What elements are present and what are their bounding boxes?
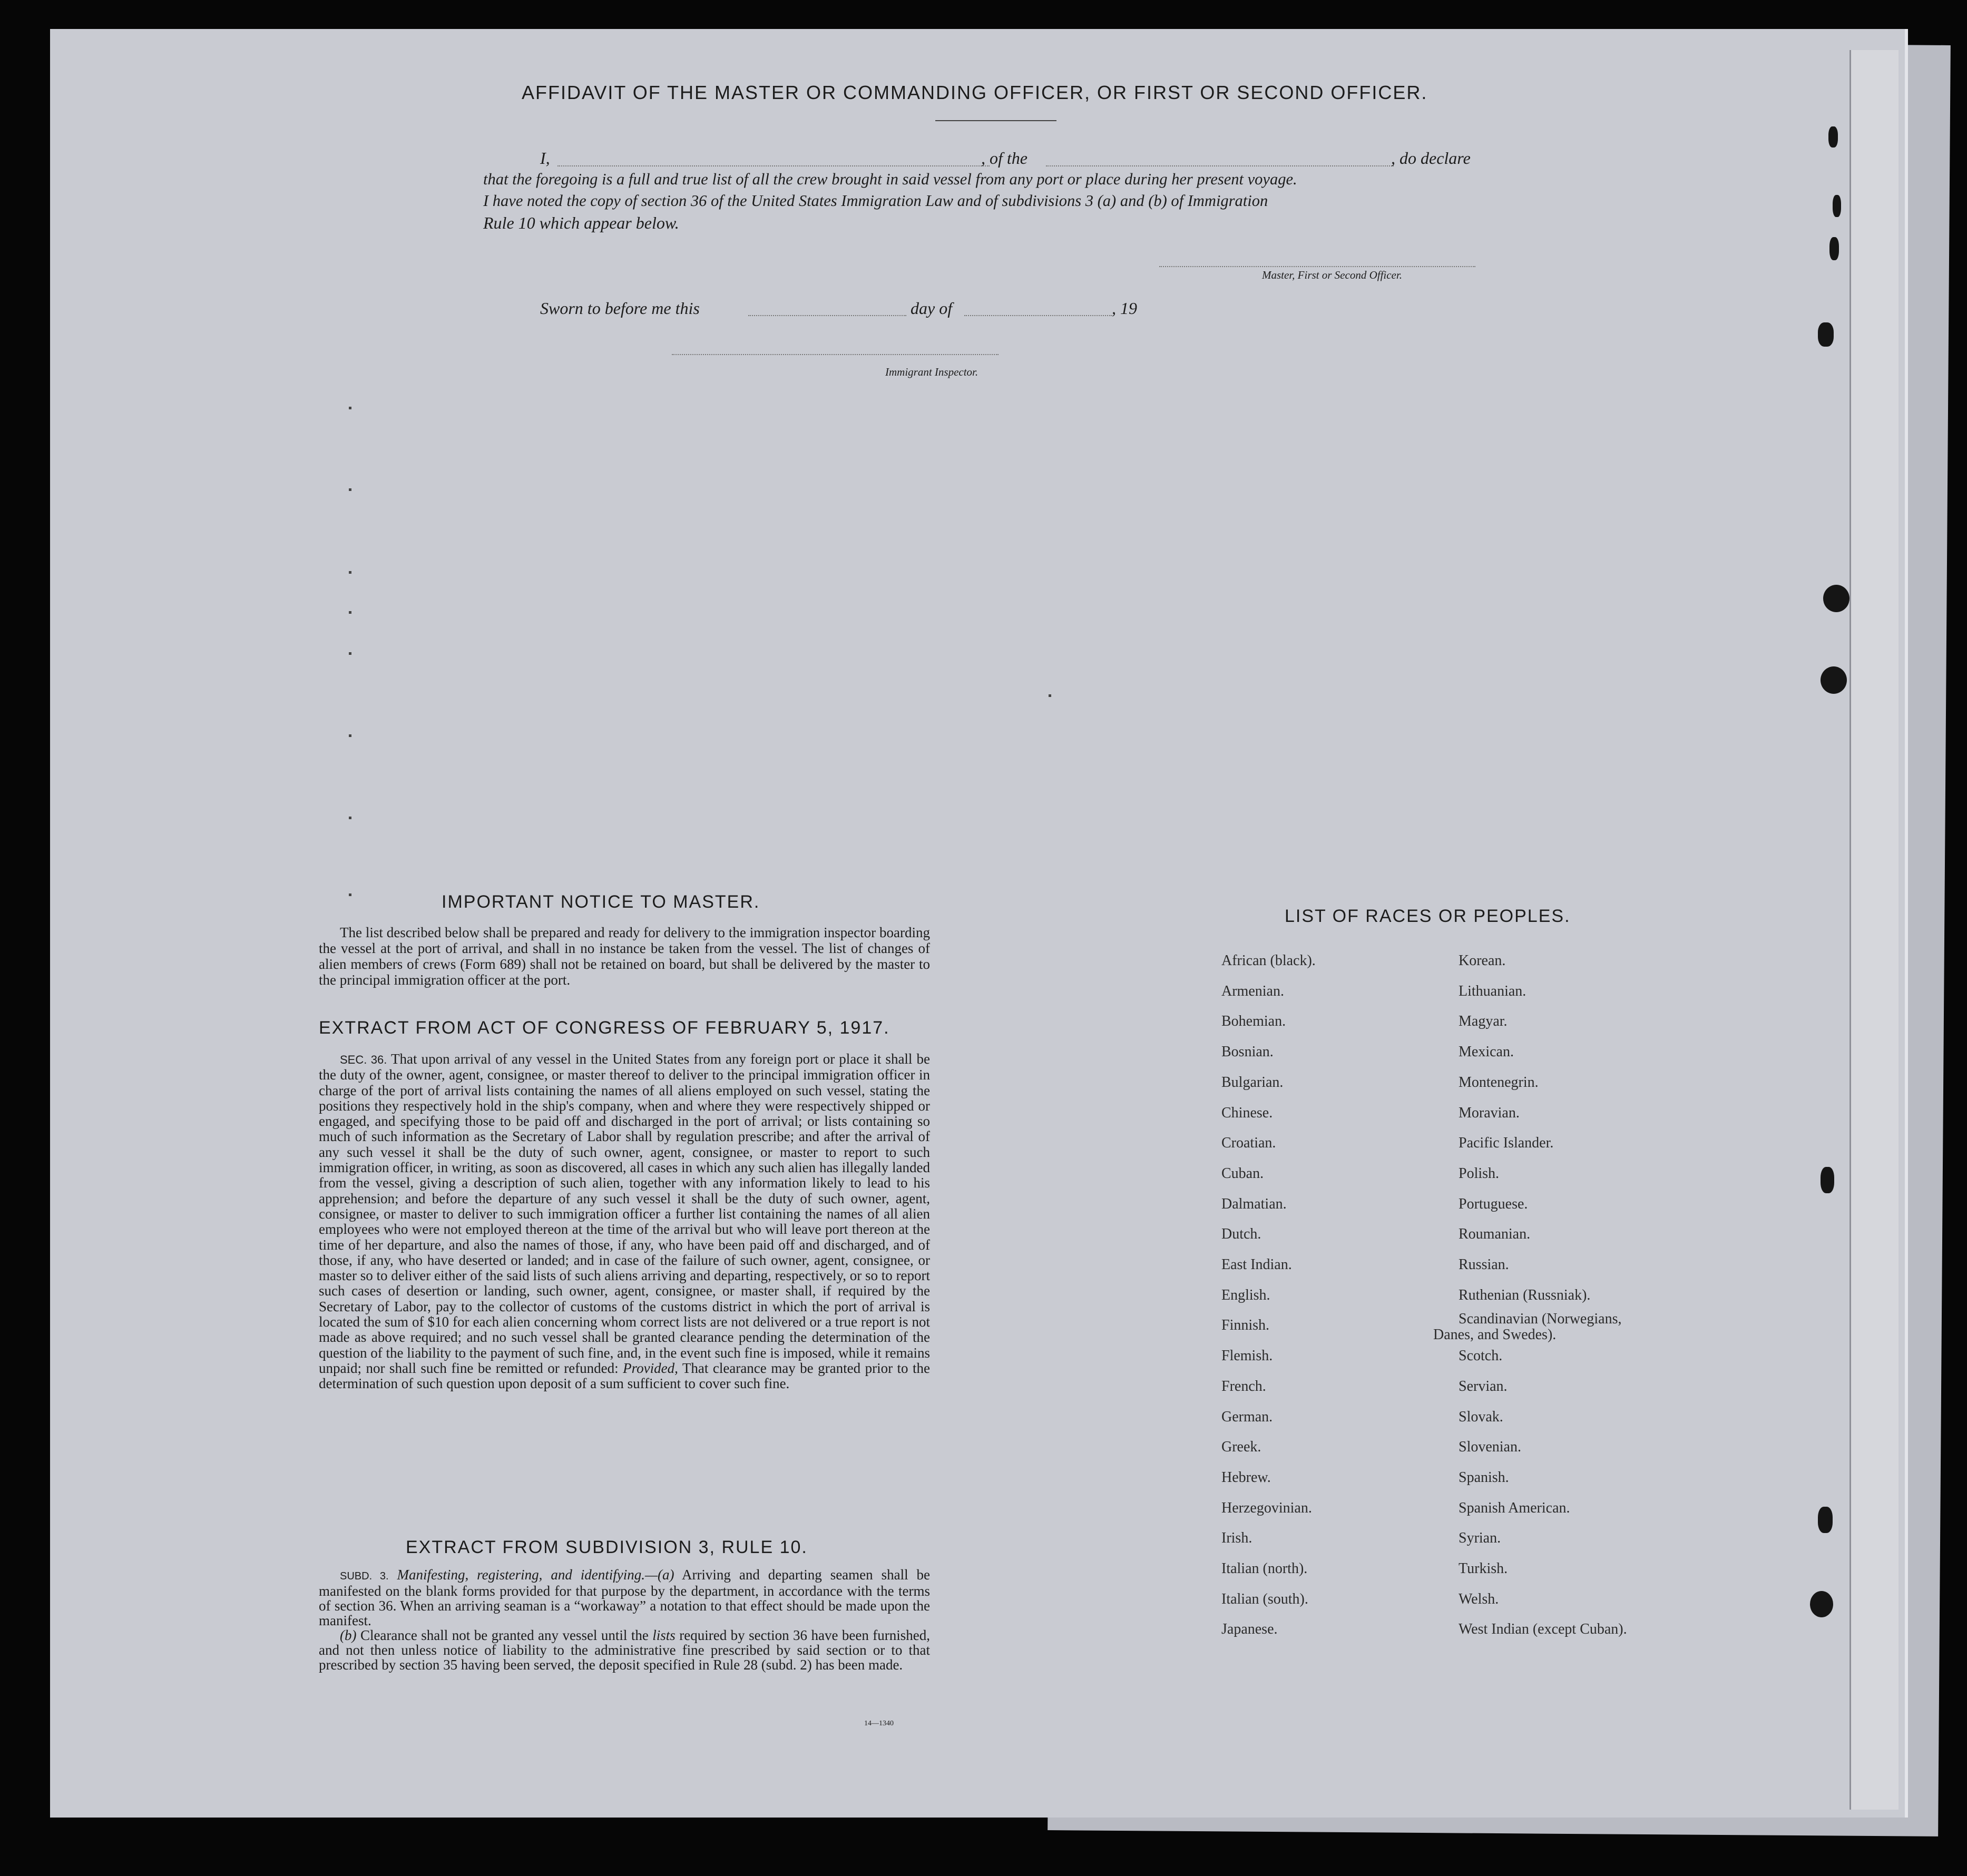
act-extract-heading: EXTRACT FROM ACT OF CONGRESS OF FEBRUARY 5, 1917. — [319, 1018, 890, 1038]
race-item: Japanese. — [1221, 1621, 1278, 1638]
race-item: Magyar. — [1459, 1013, 1508, 1030]
race-item: Scandinavian (Norwegians, — [1459, 1311, 1622, 1328]
binder-hole — [1828, 126, 1838, 148]
act-extract-text: That upon arrival of any vessel in the United States from any foreign port or place it shall be the duty of the owner, agent, consignee, or master thereof to deliver to the principal immigration officer in charge of the port of arrival lists containing the names of all aliens employed on such vessel, stating the positions they respectively hold in the ship's company, when and where they were respectively shipped or engaged, and specifying those to be paid off and discharged in the port of arrival; or lists containing so much of such information as the Secretary of Labor shall by regulation prescribe; and after the arrival of any such vessel it shall be the duty of such owner, agent, consignee, or master to report to such immigration officer, in writing, as soon as discovered, all cases in which any such alien has illegally landed from the vessel, giving a description of such alien, together with any information likely to lead to his apprehension; and before the departure of any such vessel it shall be the duty of such owner, agent, consignee, or master to deliver to such immigration officer a further list containing the names of all alien employees who were not employed thereon at the time of the arrival but who will leave port thereon at the time of her departure, and also the names of those, if any, who have been paid off and discharged, and of those, if any, who have deserted or landed; and in case of the failure of such owner, agent, consignee, or master so to deliver either of the said lists of such aliens arriving and departing, respectively, or so to report such cases of desertion or landing, such owner, agent, consignee, or master shall, if required by the Secretary of Labor, pay to the collector of customs of the customs district in which the port of arrival is located the sum of $10 for each alien concerning whom correct lists are not delivered or a true report is not made as above required; and no such vessel shall be granted clearance pending the determination of the question of the liability to the payment of such fine, and, in the event such fine is imposed, while it remains unpaid; nor shall such fine be remitted or refunded: — [319, 1051, 931, 1376]
race-item: West Indian (except Cuban). — [1459, 1621, 1627, 1638]
race-item: Chinese. — [1221, 1104, 1273, 1121]
heading-underline — [935, 120, 1056, 121]
sworn-text: Sworn to before me this — [540, 299, 700, 318]
race-item: Russian. — [1459, 1256, 1509, 1273]
affidavit-line-2: that the foregoing is a full and true list of all the crew brought in said vessel from any port or place during her present voyage. — [483, 170, 1297, 188]
race-item: Croatian. — [1221, 1135, 1276, 1152]
margin-mark — [349, 817, 351, 819]
form-number: 14—1340 — [864, 1720, 894, 1727]
race-item: Cuban. — [1221, 1165, 1264, 1182]
day-of-text: day of — [911, 299, 953, 318]
races-heading: LIST OF RACES OR PEOPLES. — [1285, 906, 1571, 926]
act-extract-paragraph — [319, 1052, 930, 1392]
binder-hole — [1818, 1507, 1833, 1533]
race-item: Turkish. — [1459, 1560, 1508, 1577]
race-item: French. — [1221, 1378, 1266, 1394]
binder-hole — [1818, 322, 1834, 347]
binder-hole — [1821, 1167, 1834, 1193]
race-item: Slovenian. — [1459, 1439, 1521, 1456]
race-item: Roumanian. — [1459, 1226, 1531, 1243]
subd-label: SUBD. 3. — [340, 1570, 389, 1582]
rule-extract-paragraph — [319, 1567, 930, 1672]
race-item: Greek. — [1221, 1439, 1261, 1456]
affidavit-line-4: Rule 10 which appear below. — [483, 213, 679, 232]
sworn-month-blank — [964, 315, 1112, 316]
notice-heading: IMPORTANT NOTICE TO MASTER. — [442, 892, 760, 912]
margin-mark — [349, 893, 351, 896]
notice-text: The list described below shall be prepared and ready for delivery to the immigration inspector boarding the vessel at the port of arrival, and shall in no instance be taken from the vessel. The list of changes of alien members of crews (Form 689) shall not be retained on board, but shall be delivered by the master to the principal immigration officer at the port. — [319, 925, 930, 988]
race-item: Syrian. — [1459, 1530, 1501, 1547]
race-item: Herzegovinian. — [1221, 1499, 1312, 1516]
rule-extract-heading: EXTRACT FROM SUBDIVISION 3, RULE 10. — [406, 1537, 808, 1557]
subd-title: Manifesting, registering, and identifying.—(a) — [397, 1567, 674, 1583]
rule-b — [319, 1628, 930, 1672]
race-item: Dutch. — [1221, 1226, 1261, 1243]
race-item: Mexican. — [1459, 1044, 1514, 1060]
race-item: Bohemian. — [1221, 1013, 1286, 1030]
margin-mark — [349, 407, 351, 409]
race-item: Hebrew. — [1221, 1469, 1271, 1486]
race-item: Bulgarian. — [1221, 1074, 1284, 1091]
binder-hole — [1833, 195, 1841, 217]
race-item: German. — [1221, 1408, 1273, 1425]
proviso-word: Provided, — [623, 1360, 678, 1376]
affidavit-i: I, — [540, 149, 550, 168]
margin-mark — [1049, 694, 1051, 697]
affidavit-heading: AFFIDAVIT OF THE MASTER OR COMMANDING OFFICER, OR FIRST OR SECOND OFFICER. — [522, 82, 1428, 103]
binder-hole — [1821, 666, 1847, 694]
race-item: East Indian. — [1221, 1256, 1292, 1273]
race-item: Finnish. — [1221, 1317, 1270, 1334]
binder-hole — [1829, 237, 1839, 260]
binder-hole — [1810, 1591, 1833, 1617]
rule-b-text-1: Clearance shall not be granted any vessel until the — [360, 1627, 649, 1643]
rule-a-text: Arriving and departing seamen shall be manifested on the blank forms provided for that purpose by the department, in accordance with the terms of section 36. When an arriving seaman is a “workaway” a notation to that effect should be made upon the manifest. — [319, 1567, 931, 1628]
race-item: Bosnian. — [1221, 1044, 1274, 1060]
race-item: Lithuanian. — [1459, 983, 1526, 999]
affidavit-do-declare: , do declare — [1391, 149, 1471, 168]
race-item: Welsh. — [1459, 1590, 1499, 1607]
inspector-label: Immigrant Inspector. — [885, 366, 978, 378]
race-item: Spanish. — [1459, 1469, 1509, 1486]
margin-mark — [349, 652, 351, 655]
margin-mark — [349, 611, 351, 614]
margin-mark — [349, 734, 351, 737]
form-page — [50, 29, 1908, 1818]
vessel-blank — [1046, 165, 1394, 166]
race-item: Armenian. — [1221, 983, 1284, 999]
officer-label: Master, First or Second Officer. — [1262, 269, 1402, 281]
race-item: African (black). — [1221, 952, 1316, 969]
race-item: Portuguese. — [1459, 1195, 1528, 1212]
race-item: Servian. — [1459, 1378, 1508, 1394]
notice-paragraph — [319, 925, 930, 988]
name-blank — [557, 165, 990, 166]
affidavit-line-3: I have noted the copy of section 36 of the United States Immigration Law and of subdivisions 3 (a) and (b) of Immigration — [483, 192, 1268, 210]
race-item: Pacific Islander. — [1459, 1135, 1554, 1152]
race-item: Spanish American. — [1459, 1499, 1570, 1516]
race-item: Moravian. — [1459, 1104, 1520, 1121]
page-edge — [1849, 50, 1899, 1810]
margin-mark — [349, 571, 351, 574]
margin-mark — [349, 488, 351, 491]
affidavit-of-the: , of the — [981, 149, 1027, 168]
officer-signature-line — [1159, 266, 1475, 267]
race-item: English. — [1221, 1286, 1270, 1303]
rule-a — [319, 1567, 930, 1628]
rule-b-label: (b) — [340, 1627, 357, 1643]
race-item: Montenegrin. — [1459, 1074, 1539, 1091]
sec-label: SEC. 36. — [340, 1053, 387, 1066]
act-extract-body — [319, 1052, 930, 1392]
race-item: Irish. — [1221, 1530, 1252, 1547]
race-item: Korean. — [1459, 952, 1506, 969]
race-item: Slovak. — [1459, 1408, 1503, 1425]
race-item: Scotch. — [1459, 1348, 1503, 1364]
race-item: Italian (north). — [1221, 1560, 1308, 1577]
binder-hole — [1823, 585, 1849, 612]
inspector-signature-line — [672, 354, 999, 355]
race-item: Polish. — [1459, 1165, 1500, 1182]
rule-b-text-2: required by section 36 have been furnished, and not then unless notice of liability to the administrative fine prescribed by said section or to that prescribed by section 35 having been served, the deposit specified in Rule 28 (subd. 2) has been made. — [319, 1627, 931, 1673]
race-item: Italian (south). — [1221, 1590, 1308, 1607]
proviso-text: That clearance may be granted prior to the determination of such question upon deposit of a sum sufficient to cover such fine. — [319, 1360, 931, 1392]
year-text: , 19 — [1112, 299, 1137, 318]
rule-b-lists: lists — [652, 1627, 676, 1643]
sworn-day-blank — [748, 315, 906, 316]
race-item: Dalmatian. — [1221, 1195, 1287, 1212]
race-item: Flemish. — [1221, 1348, 1273, 1364]
race-item: Danes, and Swedes). — [1433, 1327, 1557, 1343]
race-item: Ruthenian (Russniak). — [1459, 1286, 1591, 1303]
